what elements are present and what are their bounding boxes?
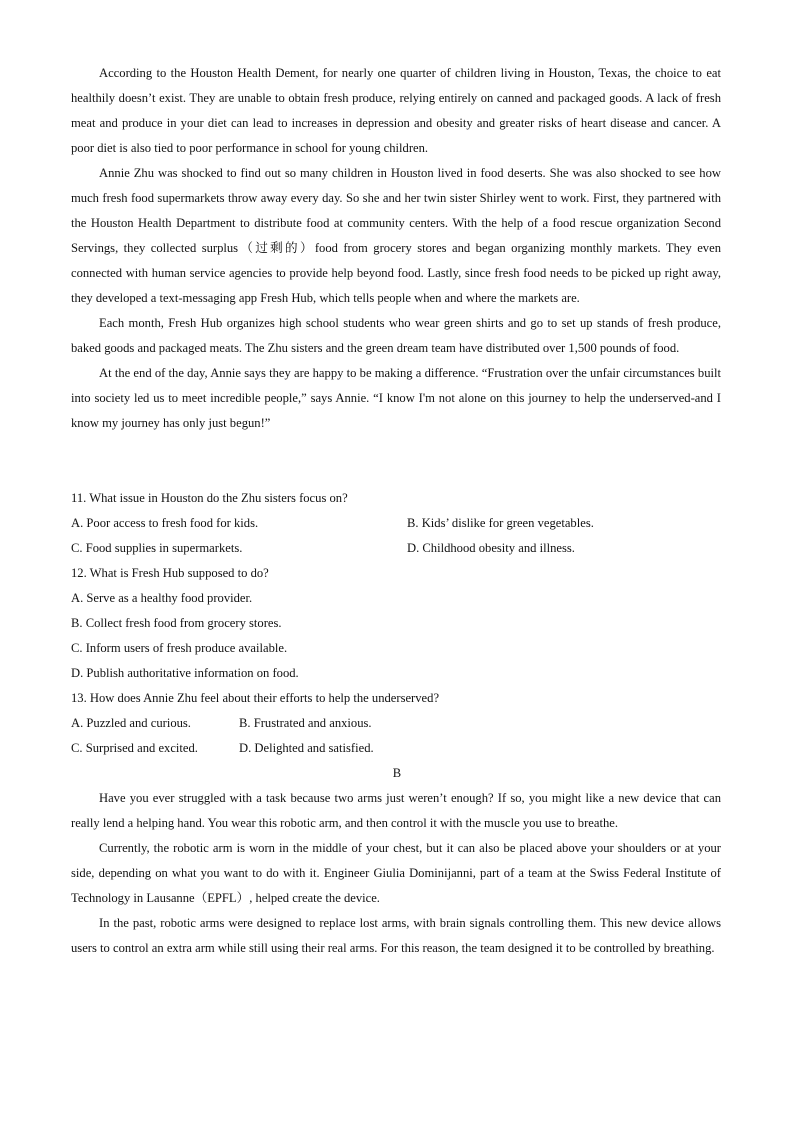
question-11-option-c: C. Food supplies in supermarkets. xyxy=(71,541,243,555)
passage-a-paragraph-2: Annie Zhu was shocked to find out so many children in Houston lived in food deserts. She was also shocked to see how much fresh food supermarkets throw away every day. So she and her twin sister Shirley went to work. First, they partnered with the Houston Health Department to distribute food at community centers. With the help of a food rescue organization Second Servings, they collected surplus（过剩的）food from grocery stores and began organizing monthly markets. They even connected with human service agencies to provide help beyond food. Lastly, since fresh food needs to be picked up right away, they developed a text-messaging app Fresh Hub, which tells people when and where the markets are. xyxy=(71,166,721,305)
passage-b-paragraph-2: Currently, the robotic arm is worn in the middle of your chest, but it can also be placed above your shoulders or at your side, depending on what you want to do with it. Engineer Giulia Dominijanni, part of a team at the Swiss Federal Institute of Technology in Lausanne（EPFL）, helped create the device. xyxy=(71,841,721,905)
passage-b-paragraph-1: Have you ever struggled with a task because two arms just weren’t enough? If so, you might like a new device that can really lend a helping hand. You wear this robotic arm, and then control it with the muscle you use to breathe. xyxy=(71,791,721,830)
question-12-option-b: B. Collect fresh food from grocery stores. xyxy=(71,616,282,630)
question-block xyxy=(71,486,721,761)
question-11-option-a: A. Poor access to fresh food for kids. xyxy=(71,516,259,530)
passage-a-paragraph-4: At the end of the day, Annie says they are happy to be making a difference. “Frustration over the unfair circumstances built into society led us to meet incredible people,” says Annie. “I know I'm not alone on this journey to help the underserved-and I know my journey has only just begun!” xyxy=(71,366,721,430)
question-12-stem: 12. What is Fresh Hub supposed to do? xyxy=(71,566,269,580)
question-11-option-b: B. Kids’ dislike for green vegetables. xyxy=(407,516,594,530)
question-11-options-row-1 xyxy=(71,511,721,536)
question-11-stem: 11. What issue in Houston do the Zhu sisters focus on? xyxy=(71,491,348,505)
passage-b-paragraph-3: In the past, robotic arms were designed to replace lost arms, with brain signals controlling them. This new device allows users to control an extra arm while still using their real arms. For this reason, the team designed it to be controlled by breathing. xyxy=(71,916,721,955)
question-11-options-row-2 xyxy=(71,536,721,561)
passage-b xyxy=(71,786,721,961)
question-11-option-d: D. Childhood obesity and illness. xyxy=(407,541,575,555)
question-13-options-row-1 xyxy=(71,711,721,736)
question-13-stem: 13. How does Annie Zhu feel about their efforts to help the underserved? xyxy=(71,691,440,705)
question-13-option-d: D. Delighted and satisfied. xyxy=(239,741,374,755)
section-b-heading: B xyxy=(392,766,402,780)
question-13-option-c: C. Surprised and excited. xyxy=(71,741,198,755)
question-13-option-b: B. Frustrated and anxious. xyxy=(239,716,372,730)
question-12-option-a: A. Serve as a healthy food provider. xyxy=(71,591,253,605)
question-12-option-c: C. Inform users of fresh produce available. xyxy=(71,641,288,655)
question-12-option-d: D. Publish authoritative information on food. xyxy=(71,666,299,680)
passage-a-paragraph-1: According to the Houston Health Dement, for nearly one quarter of children living in Houston, Texas, the choice to eat healthily doesn’t exist. They are unable to obtain fresh produce, relying entirely on canned and packaged goods. A lack of fresh meat and produce in your diet can lead to increases in depression and obesity and greater risks of heart disease and cancer. A poor diet is also tied to poor performance in school for young children. xyxy=(71,66,721,155)
passage-a xyxy=(71,61,721,436)
question-13-options-row-2 xyxy=(71,736,721,761)
question-13-option-a: A. Puzzled and curious. xyxy=(71,716,191,730)
passage-a-paragraph-3: Each month, Fresh Hub organizes high school students who wear green shirts and go to set up stands of fresh produce, baked goods and packaged meats. The Zhu sisters and the green dream team have distributed over 1,500 pounds of food. xyxy=(71,316,721,355)
